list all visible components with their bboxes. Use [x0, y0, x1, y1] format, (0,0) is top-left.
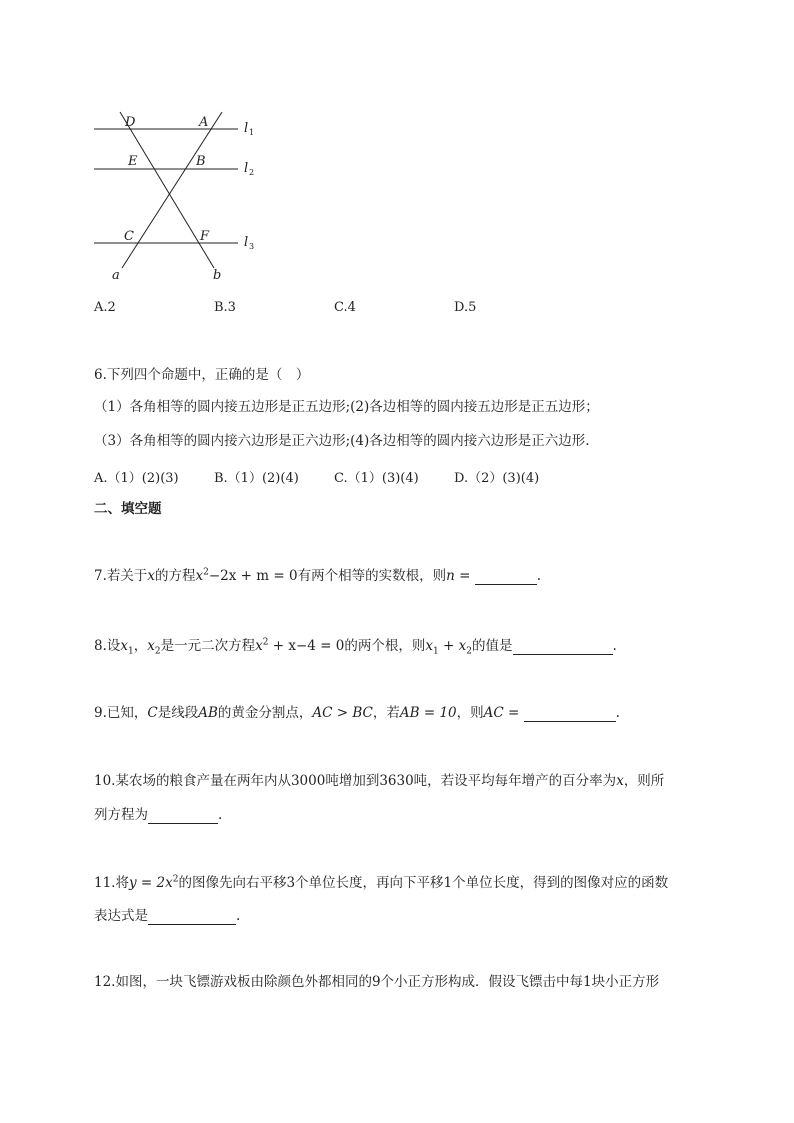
q9-end: . — [615, 705, 620, 721]
question-7 — [94, 567, 541, 585]
q8-pre: 8.设 — [94, 638, 121, 654]
q8-x2: x — [147, 638, 155, 654]
question-12: 12.如图，一块飞镖游戏板由除颜色外都相同的9个小正方形构成．假设飞镖击中每1块小正方形 — [94, 974, 660, 990]
diagram-svg — [88, 108, 278, 288]
q7-pre: 7.若关于 — [94, 568, 148, 584]
question-10-line-1 — [94, 772, 664, 790]
label-C: C — [124, 229, 134, 244]
label-b: b — [213, 268, 222, 283]
q10-line1-post: ，则所 — [623, 773, 665, 789]
question-9 — [94, 704, 620, 722]
q11-end: . — [236, 908, 241, 924]
q9-mid1: 是线段 — [157, 705, 199, 721]
q8-sum-x1-sub: 1 — [433, 646, 439, 657]
label-B: B — [196, 154, 206, 169]
q10-var-x: x — [616, 773, 624, 789]
q7-mid: 的方程 — [155, 568, 196, 584]
q10-line2: 列方程为 — [94, 807, 148, 823]
q6-option-b: B.（1）(2)(4) — [214, 471, 299, 486]
q8-answer-blank[interactable] — [513, 639, 613, 655]
q9-answer-blank[interactable] — [524, 706, 616, 722]
question-8 — [94, 637, 617, 655]
q7-var-x: x — [147, 568, 156, 584]
q8-sum-x2: x — [458, 638, 467, 654]
q8-mid: 是一元二次方程 — [160, 638, 256, 654]
label-l2: l — [244, 161, 249, 176]
q7-eq-x: x — [195, 568, 204, 584]
q9-segment-ab: AB — [198, 705, 218, 721]
label-F: F — [200, 229, 210, 244]
q11-answer-blank[interactable] — [148, 909, 236, 925]
q6-option-a: A.（1）(2)(3) — [94, 471, 179, 486]
q9-pre: 9.已知， — [94, 705, 148, 721]
q8-end: . — [612, 638, 617, 654]
q8-tail: 的值是 — [472, 638, 513, 654]
q9-inequality: AC > BC — [312, 705, 373, 721]
q11-post: 的图像先向右平移3个单位长度，再向下平移1个单位长度，得到的图像对应的函数 — [178, 875, 669, 891]
q9-mid3: ，若 — [372, 705, 400, 721]
question-11-line-1 — [94, 874, 668, 892]
q11-eq: y = 2x — [128, 875, 173, 891]
label-l1: l — [244, 121, 249, 136]
q8-eq-sup: 2 — [262, 637, 269, 648]
question-11-line-2 — [94, 907, 240, 925]
q10-answer-blank[interactable] — [148, 808, 218, 824]
label-l1-sub: 1 — [249, 128, 255, 137]
q10-line1-pre: 10.某农场的粮食产量在两年内从3000吨增加到3630吨，若设平均每年增产的百分率为 — [94, 773, 617, 789]
label-l3: l — [244, 235, 249, 250]
q8-plus: + — [438, 638, 459, 654]
q7-answer-blank[interactable] — [475, 569, 537, 585]
q6-stem: 6.下列四个命题中，正确的是（ ） — [94, 367, 310, 383]
q9-point-c: C — [147, 705, 158, 721]
q7-eq-rest: −2x + m = 0 — [208, 568, 298, 584]
label-E: E — [128, 154, 138, 169]
q11-eq-sup: 2 — [172, 874, 179, 885]
q9-mid4: ，则 — [456, 705, 484, 721]
label-D: D — [125, 115, 136, 130]
label-l2-sub: 2 — [249, 168, 255, 177]
q11-line2: 表达式是 — [94, 908, 148, 924]
q6-statement-1-2: （1）各角相等的圆内接五边形是正五边形;(2)各边相等的圆内接五边形是正五边形； — [94, 399, 599, 415]
q8-sum-x2-sub: 2 — [466, 646, 472, 657]
q5-option-b: B.3 — [214, 300, 236, 315]
q8-eq-x: x — [255, 638, 263, 654]
q8-x2-sub: 2 — [154, 646, 161, 657]
q8-post: 的两个根，则 — [344, 638, 426, 654]
q9-ac: AC = — [483, 705, 524, 721]
q8-eq-rest: + x−4 = 0 — [268, 638, 345, 654]
q8-sum-x1: x — [425, 638, 433, 654]
line-b — [120, 112, 214, 268]
q5-option-a: A.2 — [94, 300, 116, 315]
label-a: a — [112, 268, 120, 283]
label-A: A — [199, 115, 209, 130]
q8-comma: ， — [133, 638, 148, 654]
q9-ab-value: AB = 10 — [399, 705, 457, 721]
q7-end: . — [536, 568, 541, 584]
q6-option-d: D.（2）(3)(4) — [454, 471, 540, 486]
q6-option-c: C.（1）(3)(4) — [334, 471, 419, 486]
q7-eq: = — [454, 568, 475, 584]
q5-option-d: D.5 — [454, 300, 477, 315]
parallel-lines-diagram — [88, 108, 278, 288]
question-10-line-2 — [94, 806, 222, 824]
q11-pre: 11.将 — [94, 875, 129, 891]
q7-post: 有两个相等的实数根，则 — [297, 568, 447, 584]
q10-end: . — [218, 807, 223, 823]
q7-var-n: n — [446, 568, 455, 584]
line-a — [122, 112, 222, 268]
q8-x1-sub: 1 — [128, 646, 134, 657]
q7-eq-sup: 2 — [203, 567, 209, 578]
label-l3-sub: 3 — [249, 242, 255, 251]
section-fill-in-title: 二、填空题 — [94, 501, 162, 517]
q6-statement-3-4: （3）各角相等的圆内接六边形是正六边形;(4)各边相等的圆内接六边形是正六边形. — [94, 433, 590, 449]
q9-mid2: 的黄金分割点， — [217, 705, 313, 721]
q8-x1: x — [120, 638, 129, 654]
q5-option-c: C.4 — [334, 300, 356, 315]
